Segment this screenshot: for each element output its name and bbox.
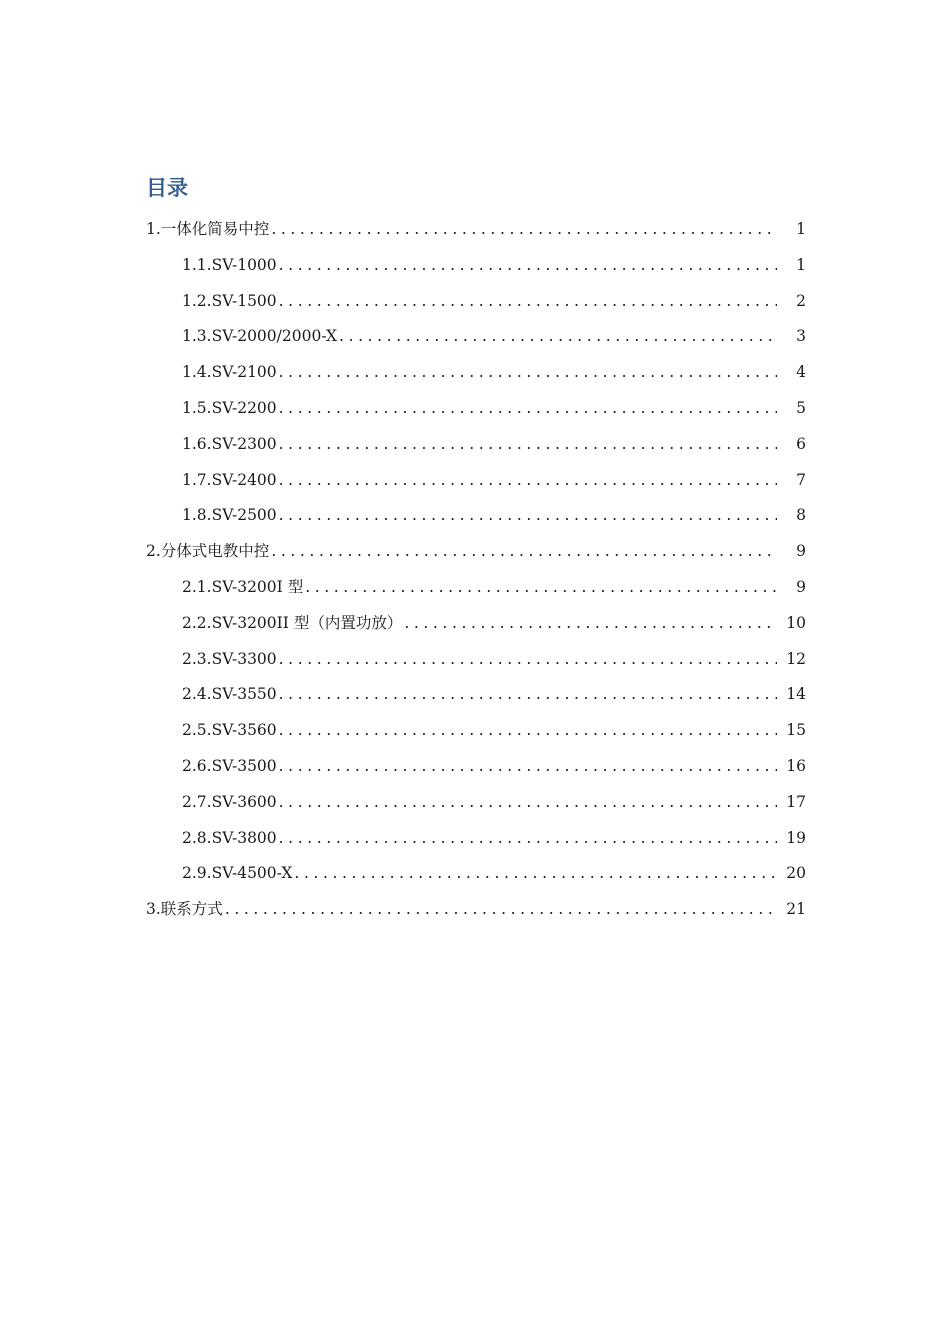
toc-entry[interactable] [0, 821, 950, 857]
toc-dot-leader [279, 713, 777, 749]
toc-list [0, 212, 950, 928]
toc-entry[interactable] [0, 785, 950, 821]
toc-entry-title: SV-3800 [211, 828, 277, 847]
toc-entry-title: SV-3600 [211, 792, 277, 811]
toc-dot-leader [279, 463, 777, 499]
toc-entry-number: 2.7. [182, 792, 212, 811]
toc-entry-page: 12 [786, 649, 806, 668]
toc-dot-leader [279, 821, 777, 857]
toc-entry-title: SV-1500 [211, 291, 277, 310]
toc-entry-page: 9 [796, 542, 806, 561]
toc-entry-title: SV-2400 [211, 470, 277, 489]
toc-entry-title: SV-2200 [211, 398, 277, 417]
toc-entry-number: 1.3. [182, 327, 212, 346]
toc-entry-page: 3 [796, 327, 806, 346]
toc-entry-title: 联系方式 [160, 900, 223, 919]
toc-entry-title: SV-1000 [211, 255, 277, 274]
toc-entry-page: 10 [786, 613, 806, 632]
toc-entry[interactable] [0, 856, 950, 892]
toc-dot-leader [294, 856, 777, 892]
toc-entry-title: SV-3550 [211, 685, 277, 704]
toc-entry-title: SV-3300 [211, 649, 277, 668]
toc-entry-number: 3. [146, 900, 161, 919]
toc-dot-leader [279, 391, 777, 427]
toc-entry-page: 5 [796, 398, 806, 417]
toc-entry[interactable] [0, 463, 950, 499]
toc-entry[interactable] [0, 248, 950, 284]
toc-entry-number: 1.6. [182, 434, 212, 453]
toc-entry-title: SV-2300 [211, 434, 277, 453]
toc-entry[interactable] [0, 534, 950, 570]
toc-entry-number: 2.1. [182, 577, 212, 596]
toc-dot-leader [279, 355, 777, 391]
toc-entry-page: 1 [796, 220, 806, 238]
toc-entry-number: 1.5. [182, 398, 212, 417]
toc-entry-title: 分体式电教中控 [160, 542, 270, 561]
toc-entry-page: 2 [796, 291, 806, 310]
toc-entry[interactable] [0, 355, 950, 391]
toc-entry-number: 2.9. [182, 864, 212, 883]
toc-dot-leader [279, 642, 777, 678]
toc-entry-page: 15 [786, 721, 806, 740]
toc-dot-leader [279, 749, 777, 785]
toc-entry-page: 9 [796, 577, 806, 596]
toc-entry-title: SV-2000/2000-X [211, 327, 338, 346]
toc-entry[interactable] [0, 677, 950, 713]
toc-dot-leader [225, 892, 777, 928]
toc-entry-title: SV-3560 [211, 721, 277, 740]
toc-entry-number: 1.4. [182, 363, 212, 382]
toc-entry-number: 1.8. [182, 506, 212, 525]
toc-entry-number: 2.2. [182, 613, 212, 632]
toc-dot-leader [279, 427, 777, 463]
toc-entry-page: 16 [786, 756, 806, 775]
toc-entry[interactable] [0, 391, 950, 427]
toc-entry[interactable] [0, 427, 950, 463]
toc-entry[interactable] [0, 642, 950, 678]
toc-entry[interactable] [0, 498, 950, 534]
toc-dot-leader [279, 785, 777, 821]
toc-entry-number: 1.1. [182, 255, 212, 274]
toc-entry[interactable] [0, 606, 950, 642]
toc-entry-page: 4 [796, 363, 806, 382]
toc-entry-number: 2.8. [182, 828, 212, 847]
toc-entry[interactable] [0, 212, 950, 248]
toc-dot-leader [305, 570, 777, 606]
toc-entry-title: 一体化简易中控 [160, 220, 270, 238]
toc-entry[interactable] [0, 284, 950, 320]
toc-dot-leader [271, 534, 777, 570]
toc-title: 目录 [146, 176, 188, 200]
toc-entry-title: SV-3200I 型 [211, 577, 304, 596]
toc-dot-leader [279, 677, 777, 713]
toc-entry-page: 20 [786, 864, 806, 883]
toc-entry-title: SV-3500 [211, 756, 277, 775]
toc-entry-page: 21 [786, 900, 806, 919]
toc-entry-page: 6 [796, 434, 806, 453]
toc-entry-number: 2.6. [182, 756, 212, 775]
toc-entry[interactable] [0, 892, 950, 928]
toc-dot-leader [271, 212, 777, 248]
toc-entry[interactable] [0, 570, 950, 606]
toc-entry-page: 7 [796, 470, 806, 489]
toc-entry-title: SV-3200II 型（内置功放） [211, 613, 403, 632]
toc-entry-page: 8 [796, 506, 806, 525]
toc-entry[interactable] [0, 713, 950, 749]
toc-dot-leader [279, 248, 777, 284]
toc-entry-page: 1 [796, 255, 806, 274]
toc-entry-number: 1. [146, 220, 161, 238]
toc-dot-leader [404, 606, 777, 642]
toc-entry-number: 2.3. [182, 649, 212, 668]
toc-entry-title: SV-2100 [211, 363, 277, 382]
toc-dot-leader [339, 319, 777, 355]
toc-entry[interactable] [0, 749, 950, 785]
toc-entry-page: 14 [786, 685, 806, 704]
toc-entry-number: 2.5. [182, 721, 212, 740]
toc-entry[interactable] [0, 319, 950, 355]
toc-entry-number: 1.2. [182, 291, 212, 310]
toc-entry-title: SV-2500 [211, 506, 277, 525]
toc-dot-leader [279, 284, 777, 320]
toc-entry-number: 1.7. [182, 470, 212, 489]
toc-entry-title: SV-4500-X [211, 864, 293, 883]
toc-entry-page: 17 [786, 792, 806, 811]
toc-entry-number: 2.4. [182, 685, 212, 704]
toc-entry-page: 19 [786, 828, 806, 847]
toc-entry-number: 2. [146, 542, 161, 561]
toc-dot-leader [279, 498, 777, 534]
